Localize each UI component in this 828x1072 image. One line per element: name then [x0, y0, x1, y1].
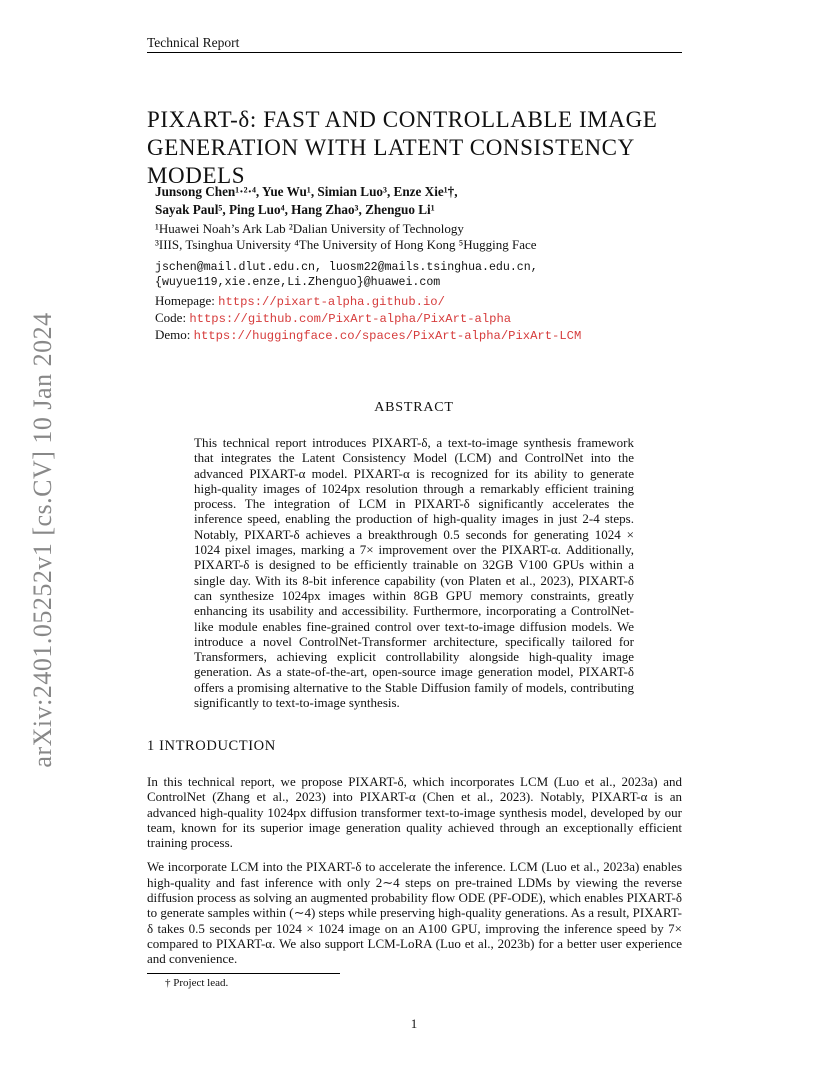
affiliations-line-1: ¹Huawei Noah’s Ark Lab ²Dalian University of Technology: [155, 221, 464, 236]
paper-title: [147, 106, 707, 190]
introduction-body: [147, 774, 682, 976]
author-emails: [155, 260, 675, 290]
intro-paragraph-1: In this technical report, we propose PIXART-δ, which incorporates LCM (Luo et al., 2023a) and ControlNet (Zhang et al., 2023) into PIXART-α (Chen et al., 2023). Notably, PIXART-α is an advanced high-quality 1024px diffusion transformer text-to-image synthesis model, developed by our team, known for its superior image generation quality achieved through an exceptionally efficient training process.: [147, 774, 682, 851]
homepage-link[interactable]: https://pixart-alpha.github.io/: [218, 295, 445, 309]
header-rule: [147, 52, 682, 53]
abstract-text: This technical report introduces PIXART-δ, a text-to-image synthesis framework that integrates the Latent Consistency Model (LCM) and ControlNet into the advanced PIXART-α model. PIXART-α is recognized for its ability to generate high-quality images of 1024px resolution through a remarkably efficient training process. The integration of LCM in PIXART-δ significantly accelerates the inference speed, enabling the production of high-quality images in just 2-4 steps. Notably, PIXART-δ achieves a breakthrough 0.5 seconds for generating 1024 × 1024 pixel images, marking a 7× improvement over the PIXART-α. Additionally, PIXART-δ is designed to be efficiently trainable on 32GB V100 GPUs within a single day. With its 8-bit inference capability (von Platen et al., 2023), PIXART-δ can synthesize 1024px images within 8GB GPU memory constraints, greatly enhancing its usability and accessibility. Furthermore, incorporating a ControlNet-like module enables fine-grained control over text-to-image diffusion models. We introduce a novel ControlNet-Transformer architecture, specifically tailored for Transformers, achieving explicit controllability alongside high-quality image generation. As a state-of-the-art, open-source image generation model, PIXART-δ offers a promising alternative to the Stable Diffusion family of models, contributing significantly to text-to-image synthesis.: [194, 435, 634, 711]
affiliations-line-2: ³IIIS, Tsinghua University ⁴The University of Hong Kong ⁵Hugging Face: [155, 237, 537, 252]
footnote: † Project lead.: [165, 977, 229, 989]
title-line-2: GENERATION WITH LATENT CONSISTENCY MODELS: [147, 135, 634, 188]
arxiv-stamp: [18, 310, 68, 770]
code-label: Code:: [155, 310, 187, 325]
emails-line-2: {wuyue119,xie.enze,Li.Zhenguo}@huawei.com: [155, 276, 441, 289]
title-line-1: PIXART-δ: FAST AND CONTROLLABLE IMAGE: [147, 107, 658, 132]
code-row: [155, 310, 675, 327]
section-heading-introduction: 1 INTRODUCTION: [147, 738, 276, 754]
authors-line-1: Junsong Chen¹·²·⁴, Yue Wu¹, Simian Luo³, Enze Xie¹†,: [155, 184, 458, 199]
homepage-label: Homepage:: [155, 293, 215, 308]
authors-line-2: Sayak Paul⁵, Ping Luo⁴, Hang Zhao³, Zhenguo Li¹: [155, 202, 435, 217]
demo-link[interactable]: https://huggingface.co/spaces/PixArt-alpha/PixArt-LCM: [193, 329, 582, 343]
author-list: [155, 183, 675, 219]
arxiv-stamp-text: arXiv:2401.05252v1 [cs.CV] 10 Jan 2024: [28, 312, 57, 768]
demo-row: [155, 327, 675, 344]
running-header: Technical Report: [147, 35, 240, 50]
page-number: 1: [410, 1016, 418, 1031]
code-link[interactable]: https://github.com/PixArt-alpha/PixArt-alpha: [189, 312, 512, 326]
affiliations: [155, 221, 675, 253]
demo-label: Demo:: [155, 327, 191, 342]
project-links: [155, 293, 675, 344]
intro-paragraph-2: We incorporate LCM into the PIXART-δ to accelerate the inference. LCM (Luo et al., 2023a) enables high-quality and fast inference with only 2∼4 steps on pre-trained LDMs by viewing the reverse diffusion process as solving an augmented probability flow ODE (PF-ODE), which enables PIXART-δ to generate samples within (∼4) steps while preserving high-quality generations. As a result, PIXART-δ takes 0.5 seconds per 1024 × 1024 image on an A100 GPU, improving the inference speed by 7× compared to PIXART-α. We also support LCM-LoRA (Luo et al., 2023b) for a better user experience and convenience.: [147, 859, 682, 967]
abstract-heading: ABSTRACT: [374, 400, 454, 415]
homepage-row: [155, 293, 675, 310]
emails-line-1: jschen@mail.dlut.edu.cn, luosm22@mails.tsinghua.edu.cn,: [155, 261, 538, 274]
footnote-rule: [147, 973, 340, 974]
